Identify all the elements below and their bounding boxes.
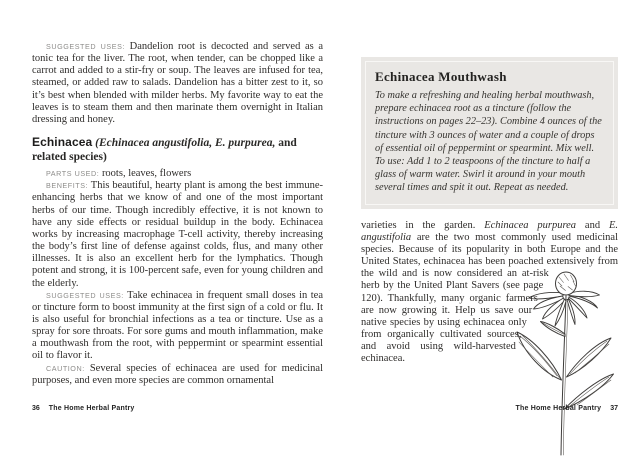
right-page-number: 37 xyxy=(610,405,618,412)
page-right xyxy=(361,57,618,456)
left-page-number: 36 xyxy=(32,405,40,412)
paragraph-parts-used xyxy=(32,168,323,180)
recipe-sidebar-inner xyxy=(365,61,614,205)
page-left xyxy=(32,41,323,387)
label-parts-used: PARTS USED: xyxy=(46,169,100,179)
heading-latin-rest: and related species) xyxy=(32,137,297,164)
section-heading-echinacea xyxy=(32,135,323,164)
label-suggested-uses: SUGGESTED USES: xyxy=(46,290,124,300)
paragraph-caution xyxy=(32,363,323,387)
right-page-footer xyxy=(516,405,619,412)
sidebar-title: Echinacea Mouthwash xyxy=(375,69,507,84)
continuation-text-after-illustration: the wild and is now considered an at-risk herb by the United Plant Savers (see page 120). Thankfully, many organic farmers are now growing it. Help us save our native species by using echinacea only from organically cultivated sources, and avoid using wild-harvested echinacea. xyxy=(361,268,549,365)
heading-latin-italic: (Echinacea angustifolia, E. purpurea, xyxy=(95,137,276,150)
benefits-text: This beautiful, hearty plant is among the best immune-enhancing herbs that we know of and one of the most important herbs of our time. Though incredibly effective, it is not known to have any side effects or residual buildup in the body. Echinacea works by increasing macrophage T-cell activity, thereby increasing the body’s first line of defense against colds, flus, and many other illnesses. It is also an excellent herb for the lymphatics. Though potent and strong, it is 100-percent safe, even for young children and the elderly. xyxy=(32,180,323,289)
left-page-footer xyxy=(32,405,135,412)
echinacea-uses-text: Take echinacea in frequent small doses in tea or tincture form to boost immunity at the first sign of a cold or flu. It is also useful for bronchial infections as a tea or tincture. Use as a spray for sore throats. For sore gums and mouth inflammation, make a mouthwash from the root, with peppermint or spearmint essential oil to flavor it. xyxy=(32,289,323,362)
running-title: The Home Herbal Pantry xyxy=(48,405,135,412)
label-caution: CAUTION: xyxy=(46,363,85,373)
continuation-text-before-illustration: varieties in the garden. Echinacea purpurea and E. angustifolia are the two most commonly used medicinal species. Because of its popularity in both Europe and the United States, echinacea has been poached extensively from xyxy=(361,219,618,268)
label-benefits: BENEFITS: xyxy=(46,181,89,191)
caution-text: Several species of echinacea are used for medicinal purposes, and even more species are common ornamental xyxy=(32,362,324,386)
sidebar-recipe-text: To make a refreshing and healing herbal mouthwash, prepare echinacea root as a tincture (follow the instructions on pages 22–23). Combine 4 ounces of the tincture with 3 ounces of water and a couple of drops of essential oil of peppermint or spearmint. Mix well. To use: Add 1 to 2 teaspoons of the tincture to half a glass of warm water. Swirl it around in your mouth several times and spit it out. Repeat as needed. xyxy=(375,90,602,194)
recipe-sidebar-box xyxy=(361,57,618,209)
heading-herb-name: Echinacea xyxy=(32,135,93,150)
parts-used-text: roots, leaves, flowers xyxy=(101,168,192,180)
paragraph-benefits xyxy=(32,180,323,289)
dandelion-uses-text: Dandelion root is decocted and served as a tonic tea for the liver. The root, when tender, can be chopped like a carrot and added to a stir-fry or soup. The leaves are infused for tea, steamed, or added raw to salads. Dandelion has a bitter zest to it, so it’s best when blended with milder herbs. My favorite way to eat the leaves is to steam them and then marinate them overnight in Italian dressing and honey. xyxy=(32,41,324,125)
label-suggested-uses: SUGGESTED USES: xyxy=(46,42,125,51)
running-title: The Home Herbal Pantry xyxy=(515,405,602,412)
paragraph-echinacea-suggested-uses xyxy=(32,290,323,363)
paragraph-echinacea-continued xyxy=(361,220,618,366)
paragraph-dandelion-suggested-uses xyxy=(32,41,323,126)
